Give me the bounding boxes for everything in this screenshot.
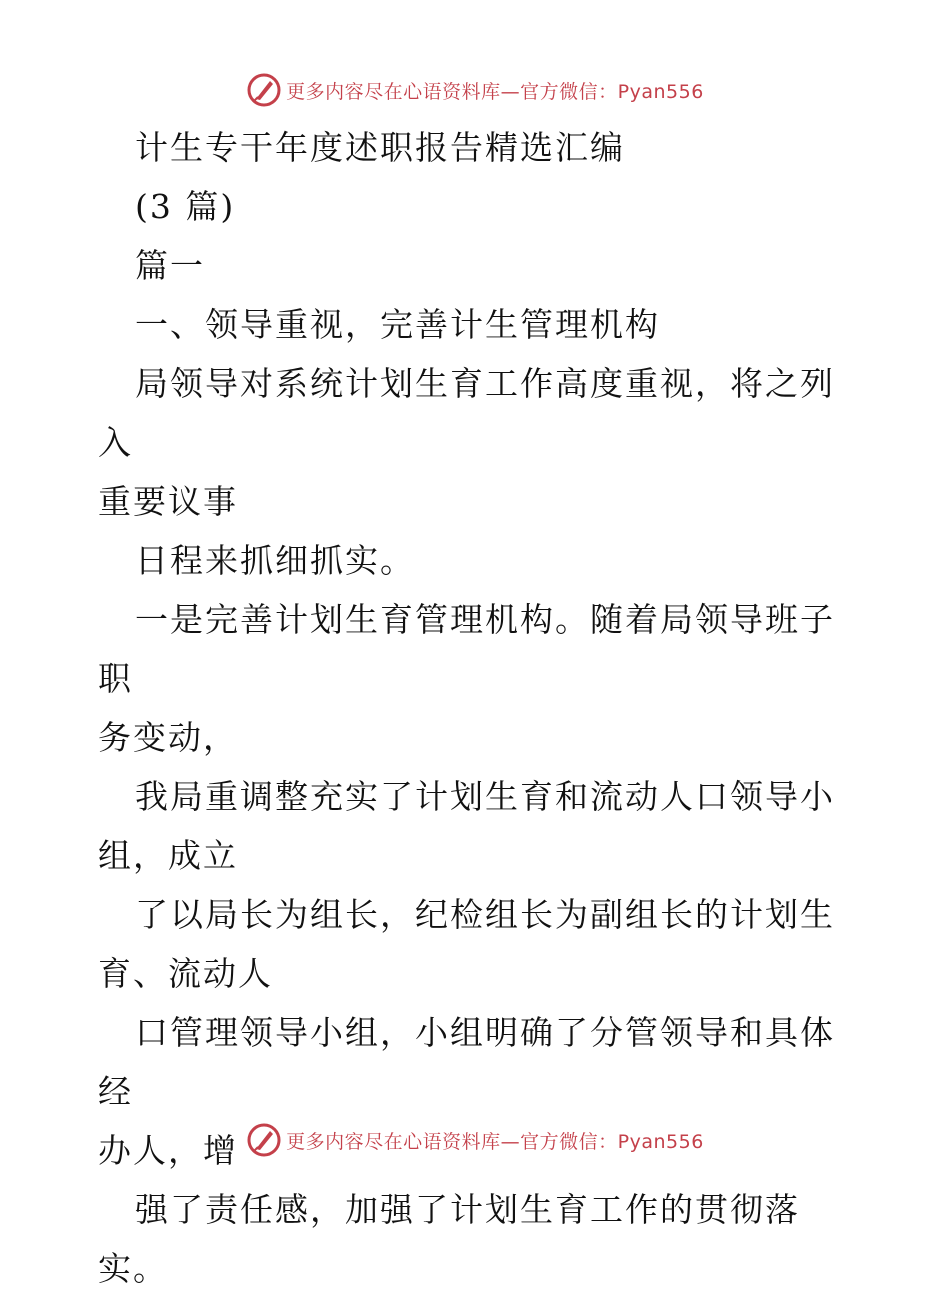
feather-pen-logo-icon [246, 1122, 282, 1158]
header-banner-text: 更多内容尽在心语资料库—官方微信：Pyan556 [286, 80, 704, 103]
body-line: 了以局长为组长，纪检组长为副组长的计划生 [135, 895, 835, 934]
document-subtitle: (3 篇) [135, 187, 236, 226]
body-line: 重要议事 [98, 482, 238, 521]
header-banner [0, 70, 950, 110]
footer-banner-text: 更多内容尽在心语资料库—官方微信：Pyan556 [286, 1130, 704, 1153]
body-line: 组，成立 [98, 836, 238, 875]
body-line: 日程来抓细抓实。 [135, 541, 415, 580]
subsection-heading: 一、领导重视，完善计生管理机构 [135, 305, 660, 344]
feather-pen-logo-icon [246, 72, 282, 108]
body-line: 口管理领导小组，小组明确了分管领导和具体经 [98, 1013, 835, 1111]
body-line: 务变动， [98, 718, 238, 757]
document-title: 计生专干年度述职报告精选汇编 [135, 128, 625, 167]
body-line: 一是完善计划生育管理机构。随着局领导班子职 [98, 600, 835, 698]
body-line: 局领导对系统计划生育工作高度重视，将之列入 [98, 364, 835, 462]
body-line: 办人，增 [98, 1131, 238, 1170]
section-heading: 篇一 [135, 246, 205, 285]
body-line: 我局重调整充实了计划生育和流动人口领导小 [135, 777, 835, 816]
body-line: 强了责任感，加强了计划生育工作的贯彻落实。 [98, 1190, 800, 1288]
body-line: 育、流动人 [98, 954, 273, 993]
footer-banner [0, 1120, 950, 1160]
